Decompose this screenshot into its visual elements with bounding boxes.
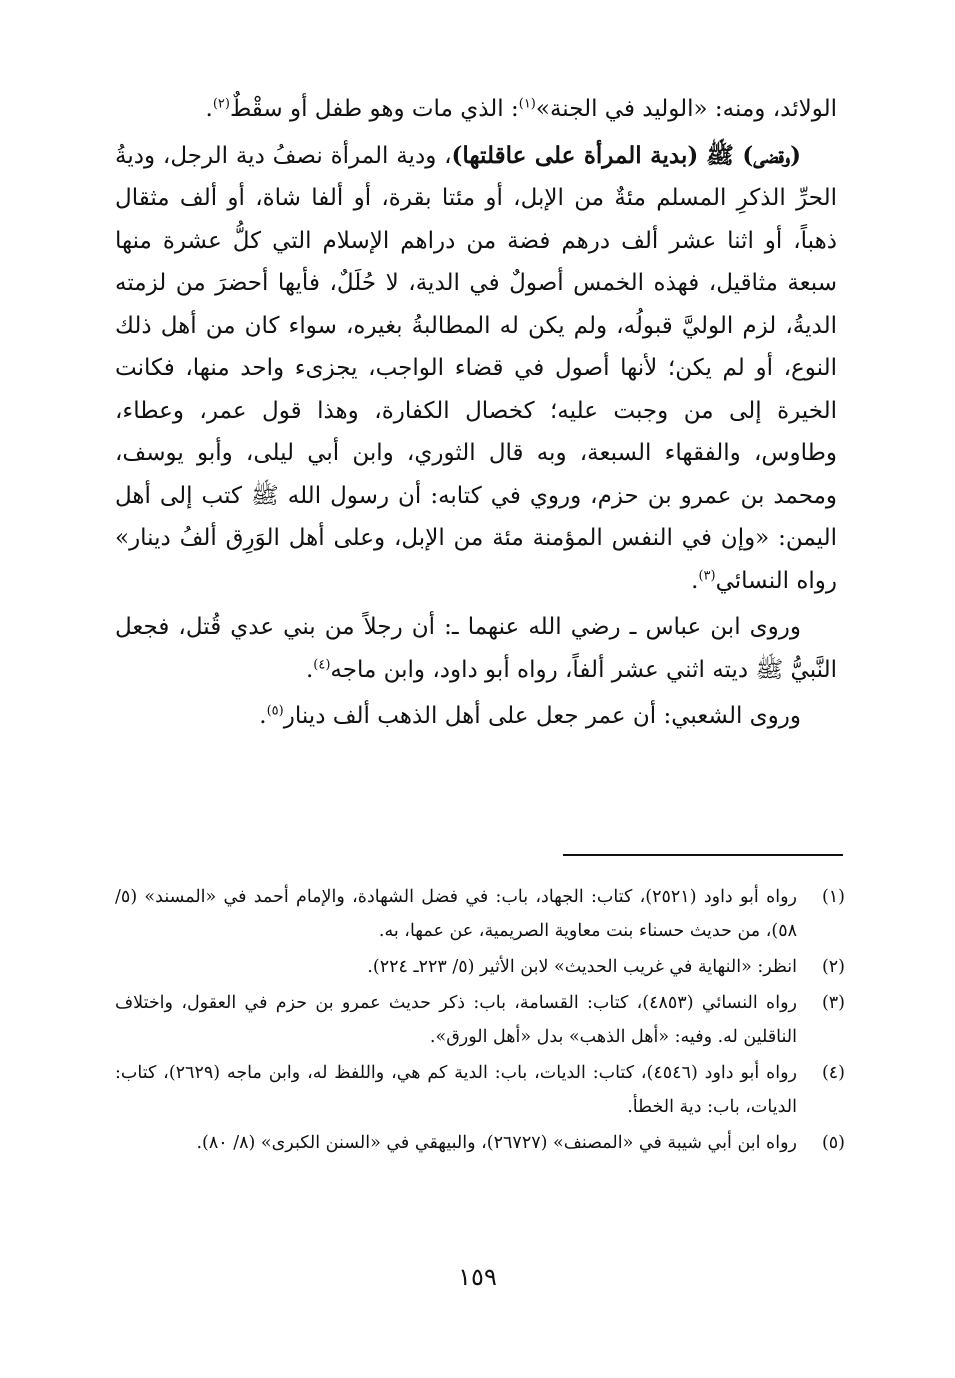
p3-text: وروى ابن عباس ـ رضي الله عنهما ـ: أن رجلاً من بني عدي قُتل، فجعل النَّبيُّ ﷺ ديته اثني عشر ألفاً، رواه أبو داود، وابن ماجه [115, 614, 837, 683]
footnote-ref-4: (٤) [313, 656, 331, 672]
p2-bold-phrase: (بدية المرأة على عاقلتها) [451, 141, 699, 169]
footnote-ref-1: (١) [518, 96, 536, 112]
footnote-4 [115, 1056, 845, 1124]
footnote-number: (٤) [821, 1063, 845, 1083]
footnote-divider [563, 854, 843, 856]
p1-text: الولائد، ومنه: «الوليد في الجنة» [535, 96, 837, 122]
footnote-text: رواه النسائي (٤٨٥٣)، كتاب: القسامة، باب: ذكر حديث عمرو بن حزم في العقول، واختلاف الناقلين له. وفيه: «أهل الذهب» بدل «أهل الورق». [115, 993, 797, 1047]
footnote-text: رواه ابن أبي شيبة في «المصنف» (٢٦٧٢٧)، والبيهقي في «السنن الكبرى» (٨/ ٨٠). [196, 1133, 797, 1153]
paragraph-2 [115, 135, 837, 603]
footnote-number: (٣) [821, 993, 845, 1013]
paragraph-4 [115, 695, 837, 738]
footnote-text: رواه أبو داود (٤٥٤٦)، كتاب: الديات، باب: الدية كم هي، واللفظ له، وابن ماجه (٢٦٢٩)، كتاب: الديات، باب: دية الخطأ. [115, 1063, 797, 1117]
p2-text: ، ودية المرأة نصفُ دية الرجل، وديةُ الحرِّ الذكرِ المسلم مئةٌ من الإبل، أو مئتا بقرة، أو ألفا شاة، أو ألف مثقال ذهباً، أو اثنا عشر ألف درهم فضة من دراهم الإسلام التي كلُّ عشرة منها سبعة مثاقيل، فهذه الخمس أصولٌ في الدية، لا حُلَلٌ، فأيها أحضرَ من لزمته الديةُ، لزم الوليَّ قبولُه، ولم يكن له المطالبةُ بغيره، سواء كان من أهل ذلك النوع، أو لم يكن؛ لأنها أصول في قضاء الواجب، يجزىء واحد منها، فكانت الخيرة إلى من وجبت عليه؛ كخصال الكفارة، وهذا قول عمر، وعطاء، وطاوس، والفقهاء السبعة، وبه قال الثوري، وابن أبي ليلى، وأبو يوسف، ومحمد بن عمرو بن حزم، وروي في كتابه: أن رسول الله ﷺ كتب إلى أهل اليمن: «وإن في النفس المؤمنة مئة من الإبل، وعلى أهل الوَرِق ألفُ دينار» رواه النسائي [115, 142, 837, 594]
footnote-number: (٢) [821, 957, 845, 977]
footnote-number: (١) [821, 887, 845, 907]
footnote-1 [115, 880, 845, 948]
p1-text-2: : الذي مات وهو طفل أو سقْطٌ [229, 96, 519, 122]
footnote-text: رواه أبو داود (٢٥٢١)، كتاب: الجهاد، باب: في فضل الشهادة، والإمام أحمد في «المسند» (٥/ ٥٨)، من حديث حسناء بنت معاوية الصريمية، عن عمها، به. [115, 887, 798, 941]
footnote-3 [115, 986, 845, 1054]
footnotes [115, 880, 845, 1162]
p4-end: . [259, 703, 267, 729]
p3-end: . [305, 656, 314, 683]
page-number: ١٥٩ [458, 1263, 497, 1291]
footnote-2 [115, 950, 845, 984]
p1-end: . [205, 96, 213, 122]
p2-end: . [691, 567, 699, 594]
footnote-ref-2: (٢) [212, 96, 230, 112]
footnote-number: (٥) [821, 1133, 845, 1153]
paragraph-1 [115, 88, 837, 131]
footnote-ref-3: (٣) [698, 567, 716, 583]
p2-lead: (وقضى) ﷺ [706, 141, 802, 169]
p4-text: وروى الشعبي: أن عمر جعل على أهل الذهب ألف دينار [283, 703, 801, 729]
footnote-text: انظر: «النهاية في غريب الحديث» لابن الأثير (٥/ ٢٢٣ـ ٢٢٤). [367, 957, 797, 977]
main-text [115, 88, 837, 742]
footnote-ref-5: (٥) [266, 703, 284, 719]
footnote-5 [115, 1126, 845, 1160]
paragraph-3 [115, 606, 837, 691]
